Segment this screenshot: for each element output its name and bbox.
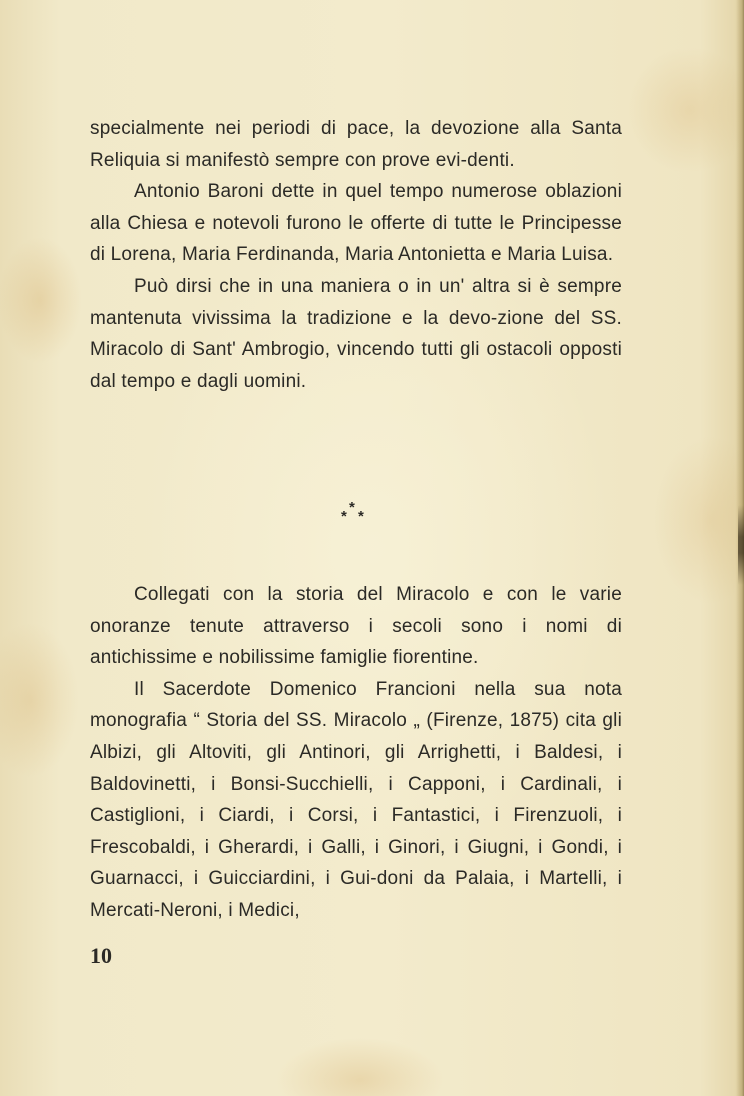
asterisk: * [358,508,364,525]
paragraph: Antonio Baroni dette in quel tempo numerose oblazioni alla Chiesa e notevoli furono le offerte di tutte le Principesse di Lorena, Maria Ferdinanda, Maria Antonietta e Maria Luisa. [90,181,622,266]
text-block-top [90,113,622,397]
text-block-bottom [90,579,622,927]
asterism-separator [339,500,369,524]
paragraph: Il Sacerdote Domenico Francioni nella sua nota monografia “ Storia del SS. Miracolo „ (Firenze, 1875) cita gli Albizi, gli Altoviti, gli Antinori, gli Arrighetti, i Baldesi, i Baldovinetti, i Bonsi-Succhielli, i Capponi, i Cardinali, i Castiglioni, i Ciardi, i Corsi, i Fantastici, i Firenzuoli, i Frescobaldi, i Gherardi, i Galli, i Ginori, i Giugni, i Gondi, i Guarnacci, i Guicciardini, i Gui-doni da Palaia, i Martelli, i Mercati-Neroni, i Medici, [90,678,622,921]
page-number: 10 [90,943,112,968]
asterisk: * [341,508,347,525]
asterisk: * [349,499,355,516]
paragraph: specialmente nei periodi di pace, la devozione alla Santa Reliquia si manifestò sempre con prove evi-denti. [90,118,622,171]
page-edge-mark [738,505,744,585]
paragraph: Collegati con la storia del Miracolo e con le varie onoranze tenute attraverso i secoli sono i nomi di antichissime e nobilissime famiglie fiorentine. [90,584,622,669]
paragraph: Può dirsi che in una maniera o in un' altra si è sempre mantenuta vivissima la tradizione e la devo-zione del SS. Miracolo di Sant' Ambrogio, vincendo tutti gli ostacoli opposti dal tempo e dagli uomini. [90,275,622,392]
